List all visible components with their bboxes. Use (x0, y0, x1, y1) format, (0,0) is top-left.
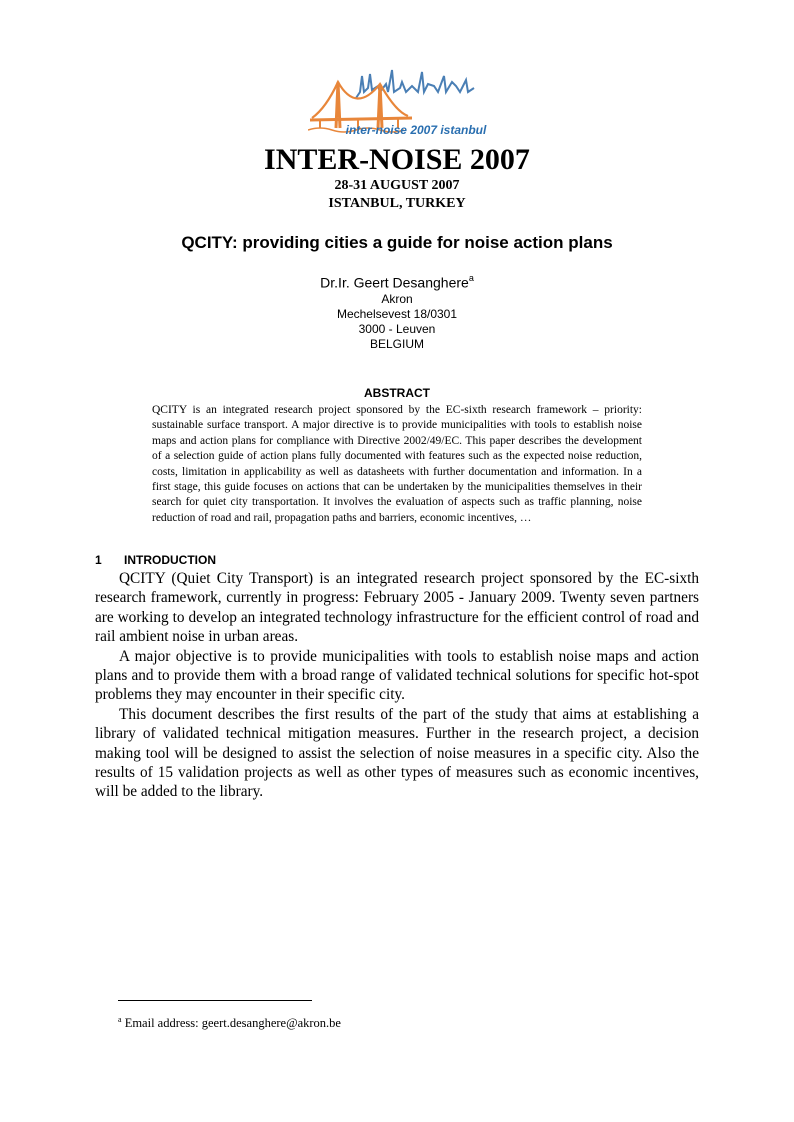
introduction-body (95, 569, 699, 802)
paragraph: A major objective is to provide municipalities with tools to establish noise maps and action plans and to provide them with a broad range of validated technical solutions for specific hot-spot problems they may encounter in their specific city. (95, 647, 699, 704)
conference-date: 28-31 AUGUST 2007 (334, 178, 460, 193)
affiliation-country: BELGIUM (369, 336, 424, 351)
author-block (0, 270, 794, 352)
paragraph: This document describes the first results of the part of the study that aims at establishing a library of validated technical mitigation measures. Further in the research project, a decision making tool will be designed to assist the selection of noise measures in a specific city. Also the results of 15 validation projects as well as other types of measures such as economic incentives, will be added to the library. (95, 705, 699, 801)
section-number: 1 (95, 553, 102, 567)
footnote-email: Email address: geert.desanghere@akron.be (121, 1016, 341, 1031)
affiliation-street: Mechelsevest 18/0301 (336, 306, 458, 321)
conference-location: ISTANBUL, TURKEY (328, 196, 466, 211)
affiliation-organization: Akron (381, 291, 413, 306)
author-name-text: Dr.Ir. Geert Desanghere (320, 274, 469, 291)
paragraph: QCITY (Quiet City Transport) is an integrated research project sponsored by the EC-sixth research framework, currently in progress: February 2005 - January 2009. Twenty seven partners are working to develop an integrated technology infrastructure for the efficient control of road and rail ambient noise in urban areas. (95, 570, 699, 646)
paper-title: QCITY: providing cities a guide for noise action plans (181, 233, 613, 252)
affiliation-city: 3000 - Leuven (358, 321, 436, 336)
conference-logo (308, 62, 488, 138)
logo-text: inter-noise 2007 istanbul (345, 123, 487, 137)
footnote (118, 1012, 341, 1031)
author-footnote-marker: a (468, 273, 474, 283)
section-heading (95, 553, 216, 567)
conference-title: INTER-NOISE 2007 (264, 143, 530, 176)
abstract-heading: ABSTRACT (364, 386, 430, 400)
section-title: INTRODUCTION (124, 553, 216, 567)
footnote-marker: a (118, 1015, 122, 1024)
footnote-divider (118, 1000, 312, 1001)
abstract-text: QCITY is an integrated research project sponsored by the EC-sixth research framework – priority: sustainable surface transport. A major directive is to provide municipalities with tools to establish noise maps and action plans for compliance with Directive 2002/49/EC. This paper describes the development of a selection guide of action plans fully documented with features such as the expected noise reduction, costs, limitation in applicability as well as datasheets with further documentation and information. In a first stage, this guide focuses on actions that can be undertaken by the municipalities themselves in their search for quiet city transportation. It involves the evaluation of aspects such as traffic planning, noise reduction of road and rail, propagation paths and barriers, economic incentives, … (152, 404, 642, 524)
bridge-skyline-icon (308, 62, 488, 138)
author-name (0, 270, 794, 292)
